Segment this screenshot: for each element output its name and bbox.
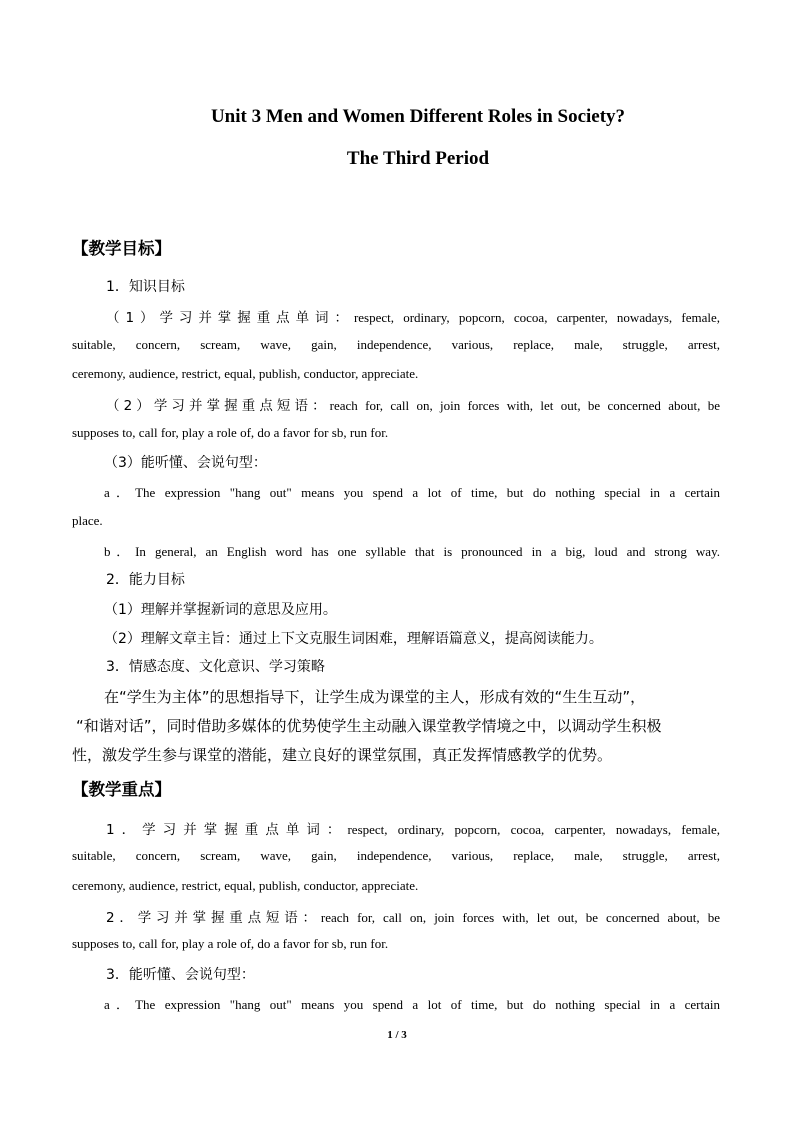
key-words-line-1: [72, 306, 720, 326]
key-points-words-label: 1．学习并掌握重点单词：: [106, 822, 348, 838]
affective-para-line-3: 性，激发学生参与课堂的潜能，建立良好的课堂氛围，真正发挥情感教学的优势。: [72, 746, 613, 764]
key-phrases-line-1: [72, 394, 720, 414]
section-heading-objectives: 【教学目标】: [72, 239, 171, 258]
key-words-line-2: suitable, concern, scream, wave, gain, independence, various, replace, male, struggle, arrest,: [72, 337, 720, 352]
key-points-words-text: respect, ordinary, popcorn, cocoa, carpenter, nowadays, female,: [347, 822, 720, 837]
key-phrases-text: reach for, call on, join forces with, let out, be concerned about, be: [329, 398, 720, 413]
key-points-words-line-3: ceremony, audience, restrict, equal, publish, conductor, appreciate.: [72, 878, 419, 893]
objective-knowledge: 1．知识目标: [106, 279, 185, 295]
objective-affective: 3．情感态度、文化意识、学习策略: [106, 659, 325, 675]
key-points-phrases-text: reach for, call on, join forces with, let out, be concerned about, be: [320, 910, 720, 925]
key-points-sentence-label: 3．能听懂、会说句型：: [106, 967, 255, 983]
key-points-phrases-line-2: supposes to, call for, play a role of, do a favor for sb, run for.: [72, 936, 389, 951]
sentence-a: a．The expression "hang out" means you spend a lot of time, but do nothing special in a certain: [104, 485, 720, 500]
document-subtitle: The Third Period: [346, 148, 490, 169]
key-points-words-line-2: suitable, concern, scream, wave, gain, independence, various, replace, male, struggle, arrest,: [72, 848, 720, 863]
affective-para-line-2: “和谐对话”，同时借助多媒体的优势使学生主动融入课堂教学情境之中，以调动学生积极: [76, 717, 662, 735]
objective-ability: 2．能力目标: [106, 572, 185, 588]
ability-item-2: （2）理解文章主旨：通过上下文克服生词困难，理解语篇意义，提高阅读能力。: [104, 631, 603, 647]
key-words-label: （1）学习并掌握重点单词：: [106, 310, 354, 326]
affective-para-line-1: 在“学生为主体”的思想指导下，让学生成为课堂的主人，形成有效的“生生互动”，: [104, 688, 646, 706]
sentence-a-cont: place.: [72, 513, 103, 528]
key-phrases-line-2: supposes to, call for, play a role of, do a favor for sb, run for.: [72, 425, 389, 440]
page-number: 1 / 3: [387, 1029, 407, 1041]
section-heading-key-points: 【教学重点】: [72, 780, 171, 799]
sentence-patterns-label: （3）能听懂、会说句型：: [104, 455, 267, 471]
key-points-sentence-a: a．The expression "hang out" means you spend a lot of time, but do nothing special in a certain: [104, 997, 720, 1012]
key-words-line-3: ceremony, audience, restrict, equal, publish, conductor, appreciate.: [72, 366, 419, 381]
sentence-b: b．In general, an English word has one syllable that is pronounced in a big, loud and strong way.: [104, 544, 720, 559]
key-points-phrases-label: 2．学习并掌握重点短语：: [106, 910, 321, 926]
key-words-text: respect, ordinary, popcorn, cocoa, carpenter, nowadays, female,: [353, 310, 720, 325]
key-points-phrases-line-1: [72, 906, 720, 926]
ability-item-1: （1）理解并掌握新词的意思及应用。: [104, 602, 337, 618]
key-phrases-label: （2）学习并掌握重点短语：: [106, 398, 330, 414]
document-title: Unit 3 Men and Women Different Roles in Society?: [210, 106, 626, 127]
key-points-words-line-1: [72, 818, 720, 838]
